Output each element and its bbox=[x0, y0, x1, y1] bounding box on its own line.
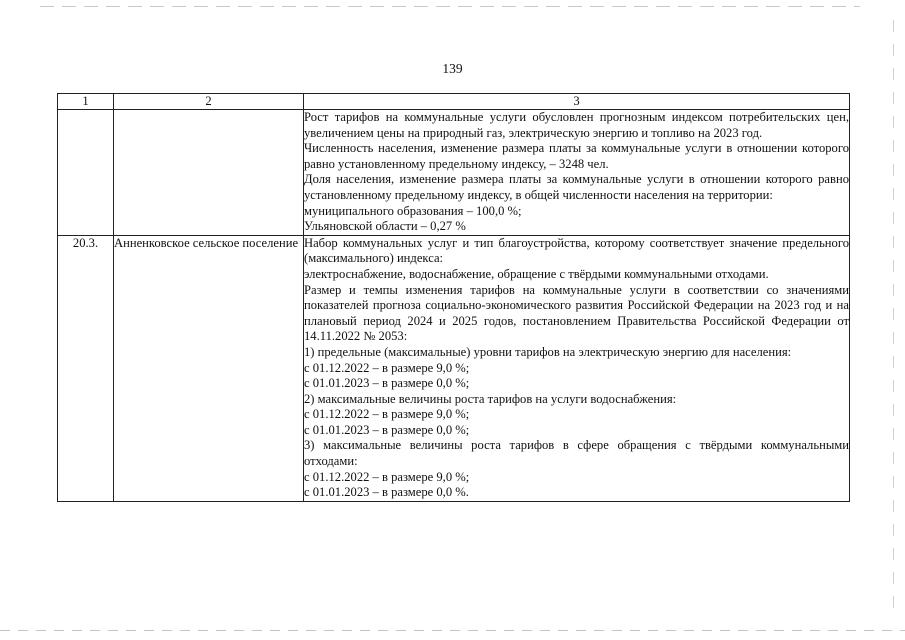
paragraph: Доля населения, изменение размера платы за коммунальные услуги в отношении которого равно установленному предельному индексу, в общей численности населения на территории: bbox=[304, 172, 849, 202]
paragraph: с 01.01.2023 – в размере 0,0 %; bbox=[304, 376, 470, 391]
tariff-table bbox=[57, 93, 850, 502]
row-number bbox=[58, 110, 114, 236]
settlement-name: Анненковское сельское поселение bbox=[114, 235, 304, 501]
paragraph: муниципального образования – 100,0 %; bbox=[304, 203, 522, 218]
paragraph: Размер и темпы изменения тарифов на коммунальные услуги в соответствии со значениями показателей прогноза социально-экономического развития Российской Федерации на 2023 год и на плановый период 2024 и 2025 годов, постановлением Правительства Российской Федерации от 14.11.2022 № 2053: bbox=[304, 282, 849, 344]
table-row bbox=[58, 110, 850, 236]
paragraph: Рост тарифов на коммунальные услуги обусловлен прогнозным индексом потребительских цен, увеличением цены на природный газ, электрическую энергию и топливо на 2023 год. bbox=[304, 110, 849, 140]
description-cell bbox=[304, 110, 850, 236]
table-row bbox=[58, 235, 850, 501]
paragraph: с 01.12.2022 – в размере 9,0 %; bbox=[304, 407, 470, 422]
paragraph: 1) предельные (максимальные) уровни тарифов на электрическую энергию для населения: bbox=[304, 344, 792, 359]
scan-edge-top bbox=[40, 6, 860, 7]
paragraph: 2) максимальные величины роста тарифов на услуги водоснабжения: bbox=[304, 391, 677, 406]
paragraph: 3) максимальные величины роста тарифов в сфере обращения с твёрдыми коммунальными отходами: bbox=[304, 438, 849, 469]
paragraph: с 01.12.2022 – в размере 9,0 %; bbox=[304, 360, 470, 375]
paragraph: Ульяновской области – 0,27 % bbox=[304, 219, 466, 234]
paragraph: Набор коммунальных услуг и тип благоустройства, которому соответствует значение предельного (максимального) индекса: bbox=[304, 235, 849, 266]
paragraph: с 01.01.2023 – в размере 0,0 %; bbox=[304, 422, 470, 437]
settlement-name bbox=[114, 110, 304, 236]
paragraph: электроснабжение, водоснабжение, обращение с твёрдыми коммунальными отходами. bbox=[304, 266, 769, 281]
row-number: 20.3. bbox=[58, 235, 114, 501]
column-header-2: 2 bbox=[114, 94, 304, 110]
paragraph: с 01.01.2023 – в размере 0,0 %. bbox=[304, 485, 469, 500]
column-header-3: 3 bbox=[304, 94, 850, 110]
paragraph: Численность населения, изменение размера платы за коммунальные услуги в отношении которого равно установленному предельному индексу, – 3248 чел. bbox=[304, 141, 849, 171]
paragraph: с 01.12.2022 – в размере 9,0 %; bbox=[304, 469, 470, 484]
table-header-row bbox=[58, 94, 850, 110]
page-number: 139 bbox=[442, 61, 463, 76]
description-cell bbox=[304, 235, 850, 501]
column-header-1: 1 bbox=[58, 94, 114, 110]
scan-edge-right bbox=[893, 20, 894, 620]
scan-edge-bottom bbox=[0, 630, 905, 631]
